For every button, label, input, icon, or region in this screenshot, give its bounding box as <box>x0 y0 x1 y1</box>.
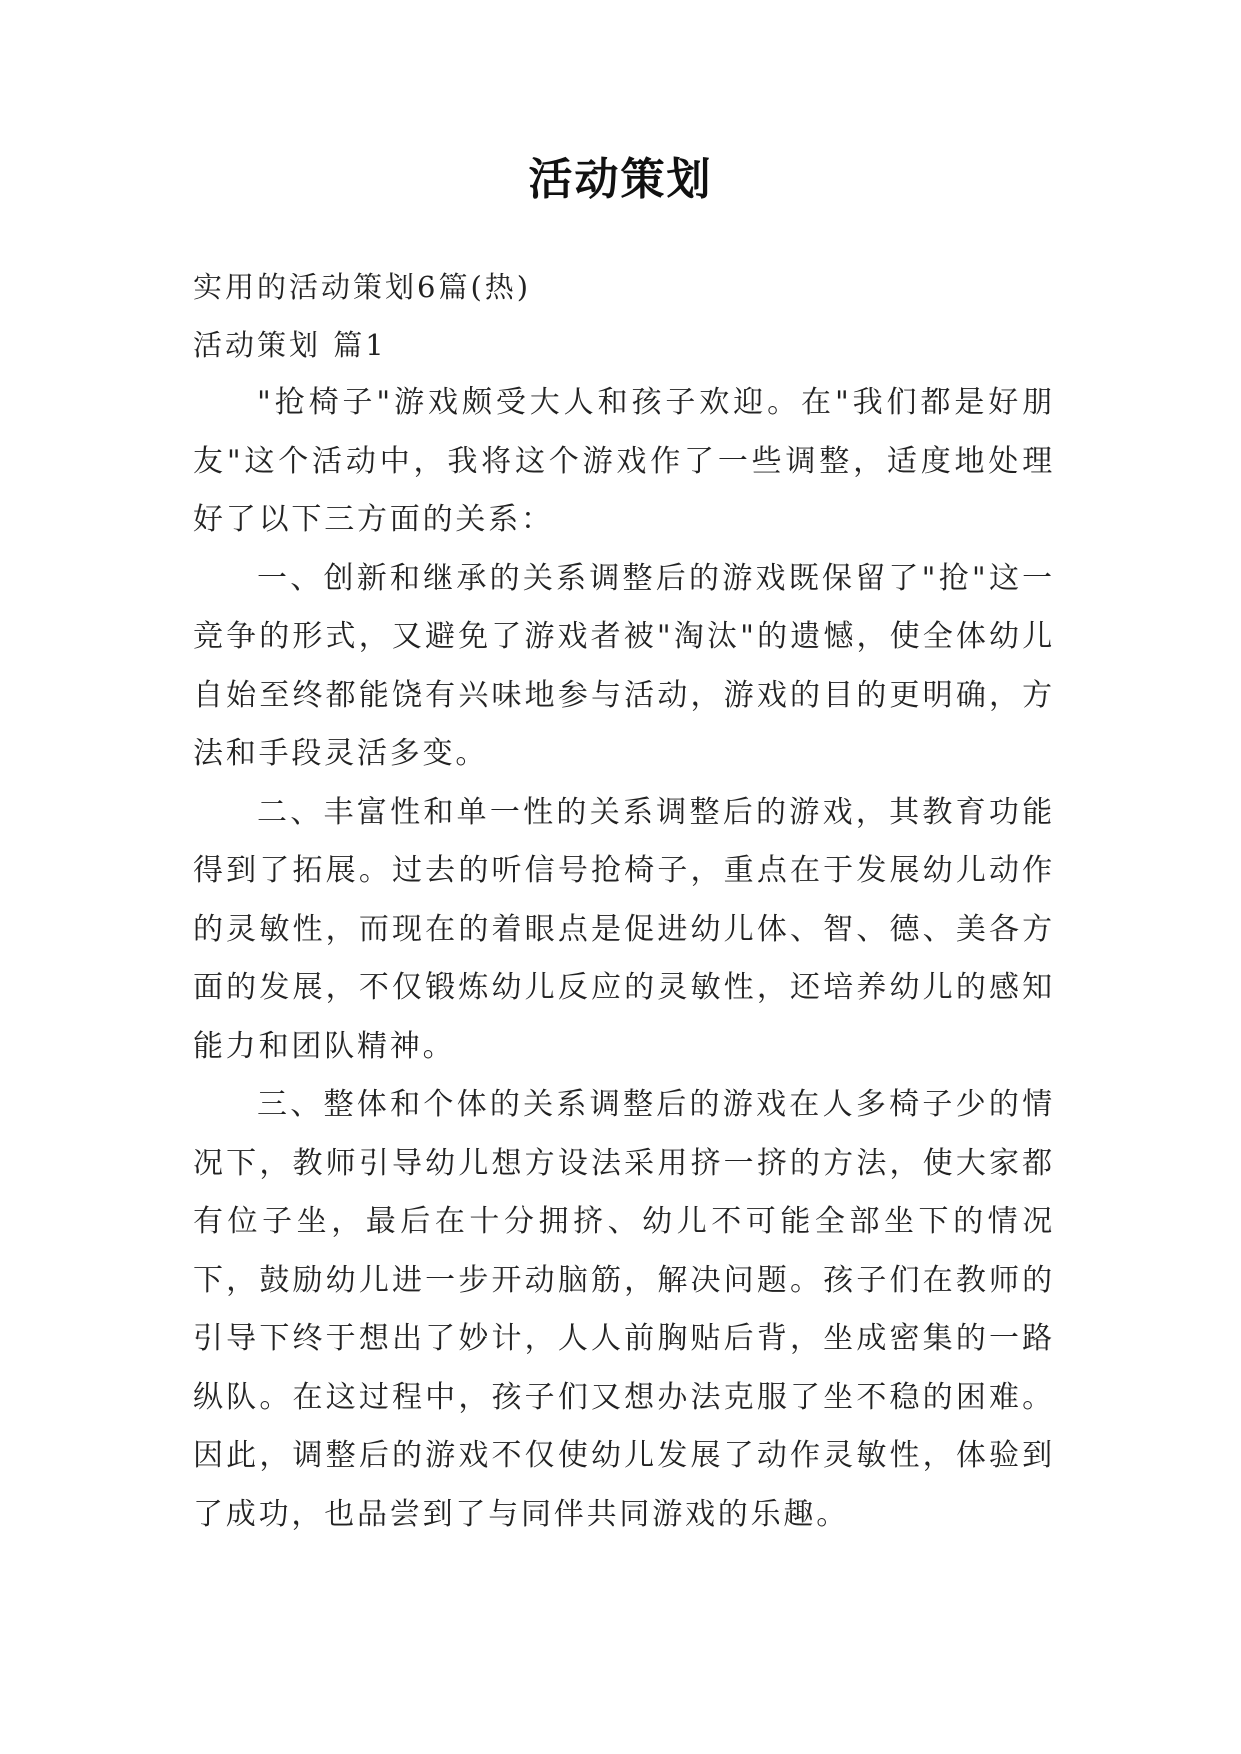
document-body <box>193 258 1055 1544</box>
paragraph-point-2: 二、丰富性和单一性的关系调整后的游戏，其教育功能得到了拓展。过去的听信号抢椅子，重点在于发展幼儿动作的灵敏性，而现在的着眼点是促进幼儿体、智、德、美各方面的发展，不仅锻炼幼儿反应的灵敏性，还培养幼儿的感知能力和团队精神。 <box>193 794 1055 1064</box>
document-title: 活动策划 <box>528 154 713 205</box>
section-heading: 活动策划 篇1 <box>193 328 387 362</box>
paragraph-intro: "抢椅子"游戏颇受大人和孩子欢迎。在"我们都是好朋友"这个活动中，我将这个游戏作了一些调整，适度地处理好了以下三方面的关系： <box>193 385 1055 537</box>
document-subtitle: 实用的活动策划6篇(热) <box>193 270 532 304</box>
paragraph-point-1: 一、创新和继承的关系调整后的游戏既保留了"抢"这一竞争的形式，又避免了游戏者被"淘汰"的遗憾，使全体幼儿自始至终都能饶有兴味地参与活动，游戏的目的更明确，方法和手段灵活多变。 <box>193 560 1055 771</box>
paragraph-point-3: 三、整体和个体的关系调整后的游戏在人多椅子少的情况下，教师引导幼儿想方设法采用挤一挤的方法，使大家都有位子坐，最后在十分拥挤、幼儿不可能全部坐下的情况下，鼓励幼儿进一步开动脑筋，解决问题。孩子们在教师的引导下终于想出了妙计，人人前胸贴后背，坐成密集的一路纵队。在这过程中，孩子们又想办法克服了坐不稳的困难。因此，调整后的游戏不仅使幼儿发展了动作灵敏性，体验到了成功，也品尝到了与同伴共同游戏的乐趣。 <box>193 1087 1055 1532</box>
